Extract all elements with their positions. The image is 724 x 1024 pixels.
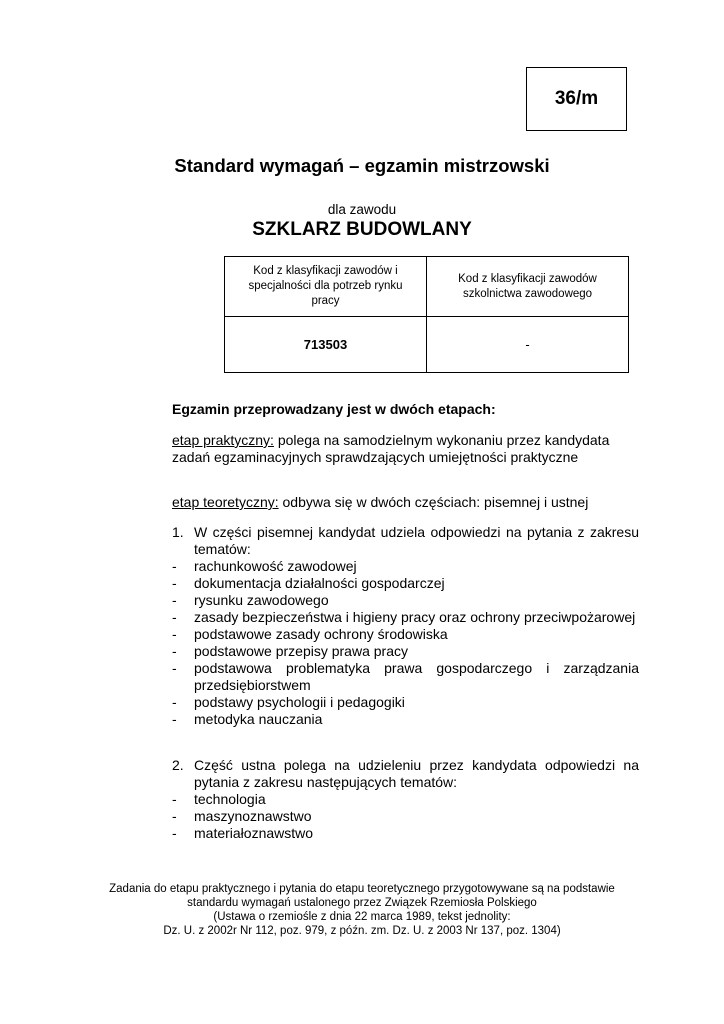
- table-header-cell: Kod z klasyfikacji zawodów i specjalności dla potrzeb rynku pracy: [225, 257, 427, 317]
- list-item: - technologia: [172, 791, 266, 807]
- exam-intro: Egzamin przeprowadzany jest w dwóch etapach:: [172, 401, 496, 417]
- list-item: - zasady bezpieczeństwa i higieny pracy oraz ochrony przeciwpożarowej: [172, 609, 636, 625]
- list-item: - maszynoznawstwo: [172, 808, 312, 824]
- profession-name: SZKLARZ BUDOWLANY: [252, 219, 472, 240]
- list-item: - podstawy psychologii i pedagogiki: [172, 694, 405, 710]
- footer-line: Zadania do etapu praktycznego i pytania do etapu teoretycznego przygotowywane są na podstawie: [109, 883, 615, 895]
- table-cell: -: [427, 317, 629, 373]
- theoretical-stage-label: etap teoretyczny:: [172, 494, 279, 510]
- written-part-list: [172, 524, 639, 728]
- list-item: - podstawowa problematyka prawa gospodarczego i zarządzania przedsiębiorstwem: [172, 660, 639, 693]
- footer-line: (Ustawa o rzemiośle z dnia 22 marca 1989, tekst jednolity:: [213, 911, 511, 923]
- subtitle: dla zawodu: [327, 202, 397, 217]
- list-item: - podstawowe przepisy prawa pracy: [172, 643, 408, 659]
- footer-line: standardu wymagań ustalonego przez Związek Rzemiosła Polskiego: [187, 897, 537, 909]
- list-item: - podstawowe zasady ochrony środowiska: [172, 626, 448, 642]
- page-title: Standard wymagań – egzamin mistrzowski: [174, 155, 550, 176]
- table-cell: 713503: [225, 317, 427, 373]
- list-item: - rachunkowość zawodowej: [172, 558, 357, 574]
- list-item: - materiałoznawstwo: [172, 825, 314, 841]
- list-item: - dokumentacja działalności gospodarczej: [172, 575, 445, 591]
- table-row: [225, 317, 629, 373]
- list-item: 2. Część ustna polega na udzieleniu przez kandydata odpowiedzi na pytania z zakresu następujących tematów:: [172, 757, 639, 790]
- document-code: 36/m: [526, 67, 627, 131]
- theoretical-stage: [172, 494, 639, 511]
- practical-stage-label: etap praktyczny:: [172, 432, 274, 448]
- list-item: - metodyka nauczania: [172, 711, 323, 727]
- practical-stage-text: polega na samodzielnym wykonaniu przez kandydata zadań egzaminacyjnych sprawdzających umiejętności praktyczne: [172, 432, 610, 465]
- oral-part-list: [172, 757, 639, 842]
- footer-note: [0, 882, 724, 938]
- practical-stage: [172, 432, 639, 466]
- theoretical-stage-text: odbywa się w dwóch częściach: pisemnej i ustnej: [278, 494, 589, 510]
- table-header-cell: Kod z klasyfikacji zawodów szkolnictwa zawodowego: [427, 257, 629, 317]
- classification-table: [224, 256, 629, 373]
- table-header-row: [225, 257, 629, 317]
- footer-line: Dz. U. z 2002r Nr 112, poz. 979, z późn. zm. Dz. U. z 2003 Nr 137, poz. 1304): [163, 925, 561, 937]
- list-item: - rysunku zawodowego: [172, 592, 329, 608]
- list-item: 1. W części pisemnej kandydat udziela odpowiedzi na pytania z zakresu tematów:: [172, 524, 639, 557]
